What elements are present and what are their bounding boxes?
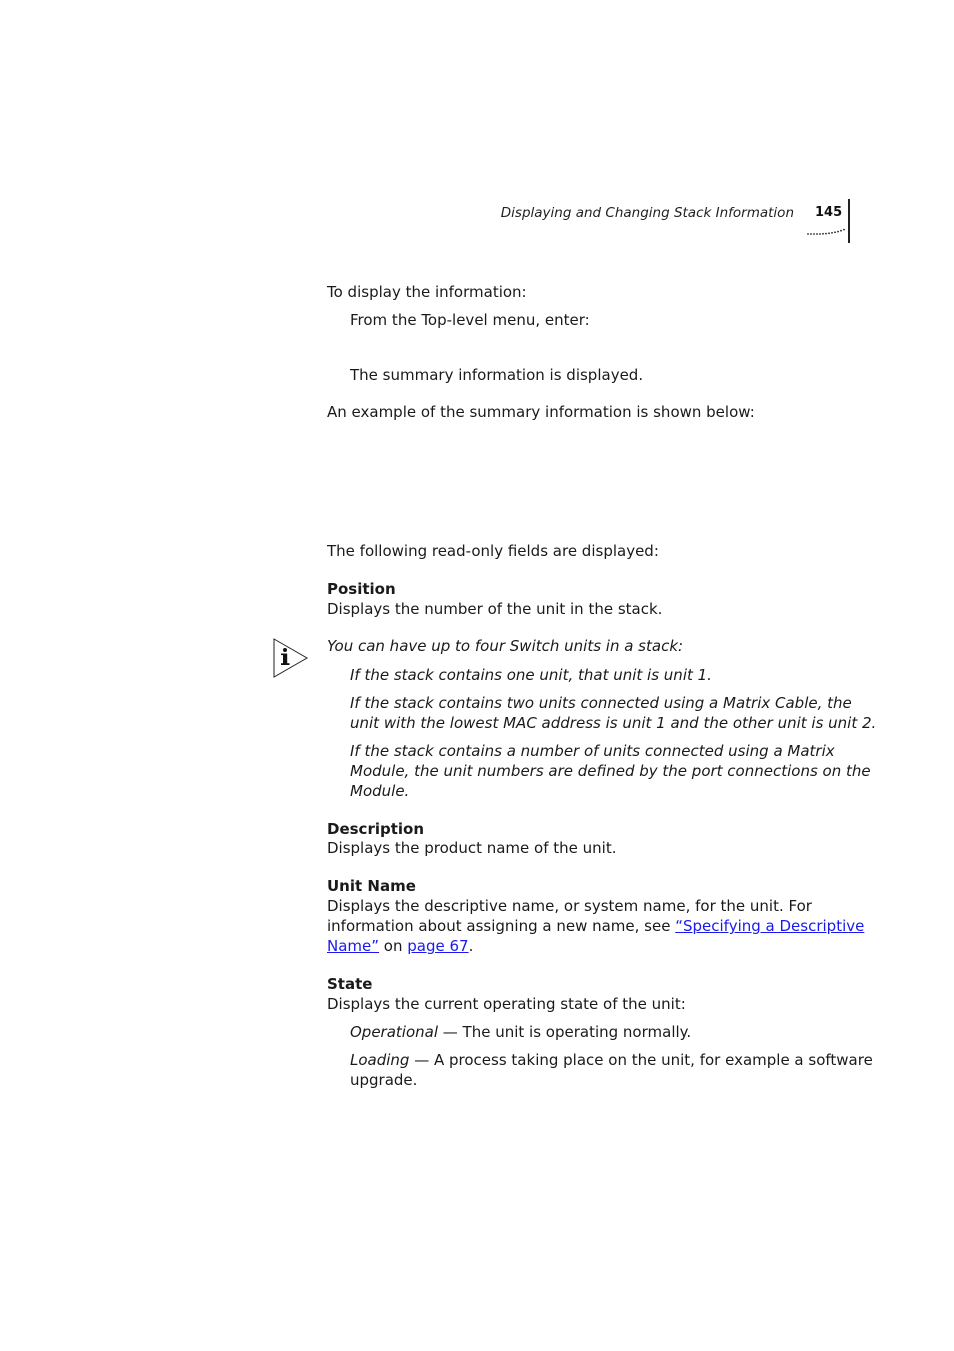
unit-name-line-3 — [327, 936, 473, 956]
state-desc: Displays the current operating state of the unit: — [327, 995, 686, 1013]
unit-name-heading: Unit Name — [327, 877, 416, 895]
description-desc: Displays the product name of the unit. — [327, 839, 617, 857]
page-67-link[interactable]: page 67 — [407, 937, 469, 955]
loading-term: Loading — [350, 1051, 410, 1069]
operational-desc: — The unit is operating normally. — [438, 1023, 692, 1041]
unit-name-line-2 — [327, 916, 864, 936]
unit-name-line-2-text: information about assigning a new name, see — [327, 917, 676, 935]
intro-text: To display the information: — [327, 283, 527, 301]
note-item-1: If the stack contains one unit, that unit is unit 1. — [350, 666, 712, 684]
specifying-descriptive-name-link-part-1[interactable]: “Specifying a Descriptive — [675, 917, 865, 935]
state-heading: State — [327, 975, 373, 993]
period: . — [468, 937, 474, 955]
loading-desc-line-2: upgrade. — [350, 1071, 418, 1089]
state-operational — [350, 1022, 691, 1042]
page-number: 145 — [815, 205, 843, 220]
state-loading — [350, 1050, 873, 1070]
step-result: The summary information is displayed. — [350, 366, 644, 384]
note-lead: You can have up to four Switch units in a stack: — [327, 637, 684, 655]
on-text: on — [379, 937, 408, 955]
description-heading: Description — [327, 820, 425, 838]
step-from-menu: From the Top-level menu, enter: — [350, 311, 590, 329]
fields-intro: The following read-only fields are displayed: — [327, 542, 659, 560]
specifying-descriptive-name-link-part-2[interactable]: Name” — [327, 937, 380, 955]
example-intro: An example of the summary information is shown below: — [327, 403, 755, 421]
operational-term: Operational — [350, 1023, 439, 1041]
note-item-3-line-2: Module, the unit numbers are defined by the port connections on the — [350, 762, 871, 780]
unit-name-line-1: Displays the descriptive name, or system name, for the unit. For — [327, 897, 812, 915]
note-item-2-line-2: unit with the lowest MAC address is unit 1 and the other unit is unit 2. — [350, 714, 877, 732]
info-note-icon — [272, 637, 310, 679]
loading-desc-line-1: — A process taking place on the unit, for example a software — [409, 1051, 873, 1069]
position-heading: Position — [327, 580, 396, 598]
note-item-3-line-3: Module. — [350, 782, 410, 800]
running-header-title: Displaying and Changing Stack Information — [500, 205, 794, 221]
note-item-2-line-1: If the stack contains two units connected using a Matrix Cable, the — [350, 694, 852, 712]
position-desc: Displays the number of the unit in the stack. — [327, 600, 663, 618]
header-dot-ornament — [806, 226, 850, 240]
note-item-3-line-1: If the stack contains a number of units connected using a Matrix — [350, 742, 835, 760]
